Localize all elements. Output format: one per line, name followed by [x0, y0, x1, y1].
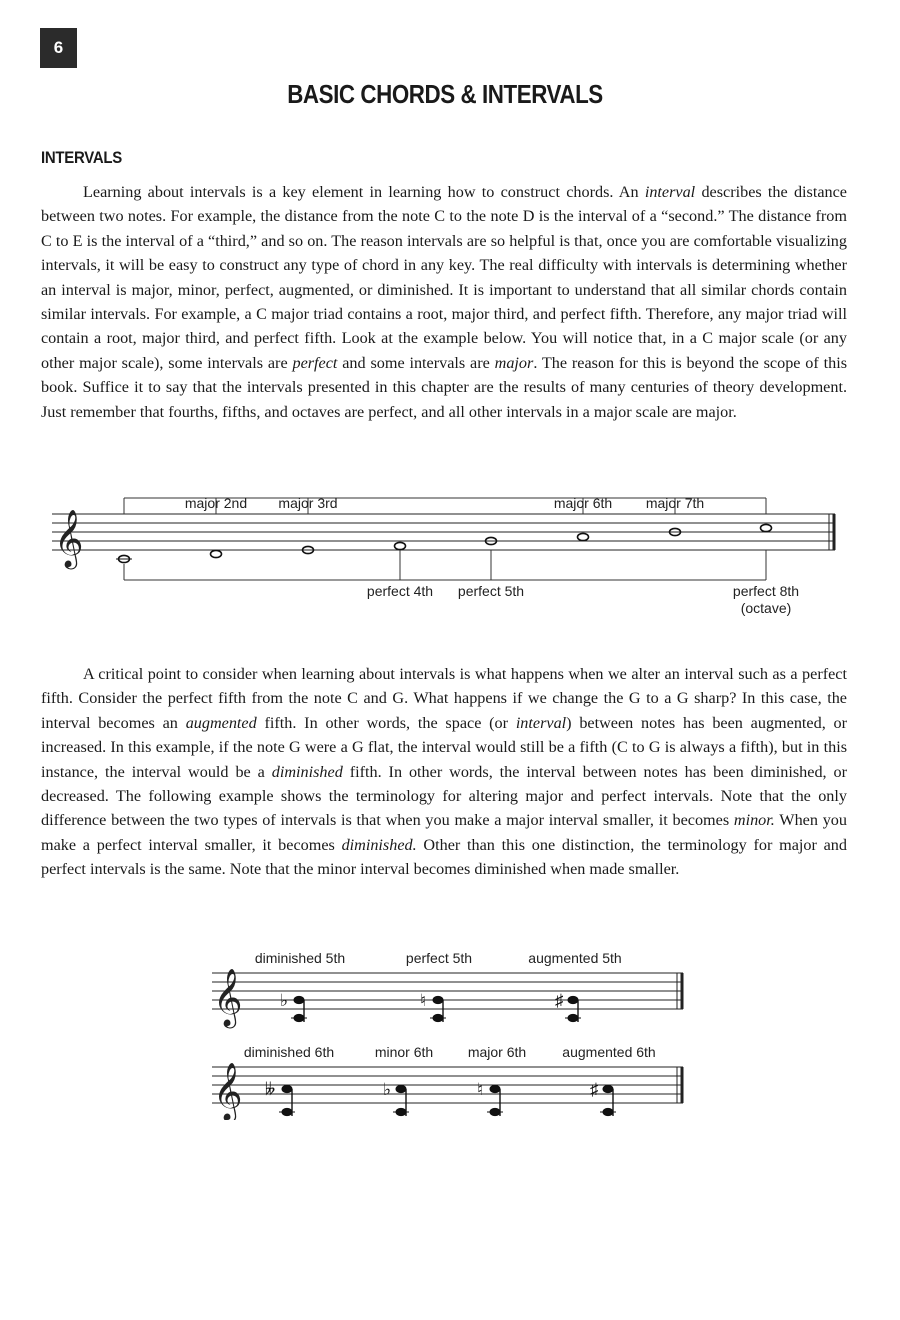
natural-icon-2: ♮ [477, 1080, 484, 1099]
treble-clef-icon: 𝄞 [54, 510, 84, 566]
page-number: 6 [53, 38, 64, 57]
altered-intervals-figure [0, 940, 900, 1120]
double-flat-icon: 𝄫 [265, 1080, 276, 1099]
label-perfect-8th: perfect 8th [732, 583, 800, 599]
note-d [211, 550, 222, 557]
label-augmented-5th: augmented 5th [528, 950, 622, 966]
sharp-icon: ♯ [555, 991, 564, 1010]
interval-staff-figure [0, 480, 900, 630]
label-diminished-5th: diminished 5th [254, 950, 346, 966]
paragraph-2 [41, 662, 847, 882]
label-major-6th-2: major 6th [467, 1044, 527, 1060]
label-perfect-4th: perfect 4th [366, 583, 434, 599]
paragraph1-run: interval [644, 183, 696, 201]
label-minor-6th: minor 6th [374, 1044, 434, 1060]
note-a [578, 533, 589, 540]
treble-clef-icon-1: 𝄞 [213, 969, 243, 1025]
paragraph2-run: When you make a perfect interval smaller, it becomes [41, 811, 847, 854]
paragraph2-run: diminished. [341, 835, 417, 854]
paragraph2-run: Other than this one distinction, the terminology for major and perfect intervals is the same. Note that the minor interval becomes diminished when made smaller. [41, 835, 847, 879]
paragraph1-run: major [494, 353, 534, 372]
label-perfect-5th: perfect 5th [457, 583, 525, 599]
label-perfect-5th-2: perfect 5th [405, 950, 473, 966]
paragraph2-run: diminished [271, 762, 343, 781]
label-major-2nd: major 2nd [184, 495, 248, 511]
fifth-chords [280, 991, 581, 1022]
paragraph1-run: . The reason for this is beyond the scope of this book. Suffice it to say that the intervals presented in this chapter are the results of many centuries of theory development. Just remember that fourths, fifths, and octaves are perfect, and all other intervals in a major scale are major. [41, 353, 848, 421]
paragraph1-run: perfect [292, 353, 338, 372]
paragraph2-run: A critical point to consider when learning about intervals is what happens when we alter an interval such as a perfect fifth. Consider the perfect fifth from the note C and G. What happens if we change the G to a G sharp? In this case, the interval becomes an [41, 665, 847, 732]
treble-clef-icon-2: 𝄞 [213, 1063, 243, 1119]
label-diminished-6th: diminished 6th [243, 1044, 335, 1060]
section-heading: INTERVALS [41, 148, 123, 167]
label-major-6th: major 6th [553, 495, 613, 511]
label-augmented-6th: augmented 6th [562, 1044, 656, 1060]
paragraph2-run: augmented [185, 713, 257, 732]
paragraph1-run: and some intervals are [337, 353, 495, 372]
sharp-icon-2: ♯ [590, 1080, 599, 1099]
paragraph1-run: Learning about intervals is a key element in learning how to construct chords. An [83, 183, 645, 201]
flat-icon-2: ♭ [383, 1080, 392, 1099]
paragraph1-run: describes the distance between two notes. For example, the distance from the note C to the note D is the interval of a “second.” The distance from C to E is the interval of a “third,” and so on. The reason intervals are so helpful is that, once you are comfortable visualizing intervals, it will be easy to construct any type of chord in any key. The real difficulty with intervals is determining whether an interval is major, minor, perfect, augmented, or diminished. It is important to understand that all similar chords contain similar intervals. For example, a C major triad contains a root, major third, and perfect fifth. Therefore, any major triad will contain a root, major third, and perfect fifth. Look at the example below. You will notice that, in a C major scale (or any other major scale), some intervals are [41, 183, 847, 372]
paragraph-1 [41, 180, 847, 424]
note-f [395, 542, 406, 549]
note-c-octave [761, 524, 772, 531]
page-number-tab [40, 28, 77, 68]
staff-lines [52, 514, 835, 550]
scale-notes [116, 524, 772, 562]
paragraph2-run: ) between notes has been augmented, or increased. In this example, if the note G were a G flat, the interval would still be a fifth (C to G is always a fifth), but in this instance, the interval would be a [41, 713, 847, 781]
flat-icon: ♭ [280, 991, 289, 1010]
label-octave: (octave) [740, 600, 792, 616]
paragraph2-run: fifth. In other words, the space (or [256, 713, 516, 732]
label-major-3rd: major 3rd [278, 495, 338, 511]
natural-icon: ♮ [420, 991, 427, 1010]
paragraph2-run: fifth. In other words, the interval between notes has been diminished, or decreased. The following example shows the terminology for altering major and perfect intervals. Note that the only difference between the two types of intervals is that when you make a major interval smaller, it becomes [41, 762, 848, 830]
paragraph2-run: minor. [733, 811, 775, 830]
label-major-7th: major 7th [645, 495, 705, 511]
paragraph2-run: interval [515, 713, 567, 732]
page-title: BASIC CHORDS & INTERVALS [287, 79, 603, 109]
